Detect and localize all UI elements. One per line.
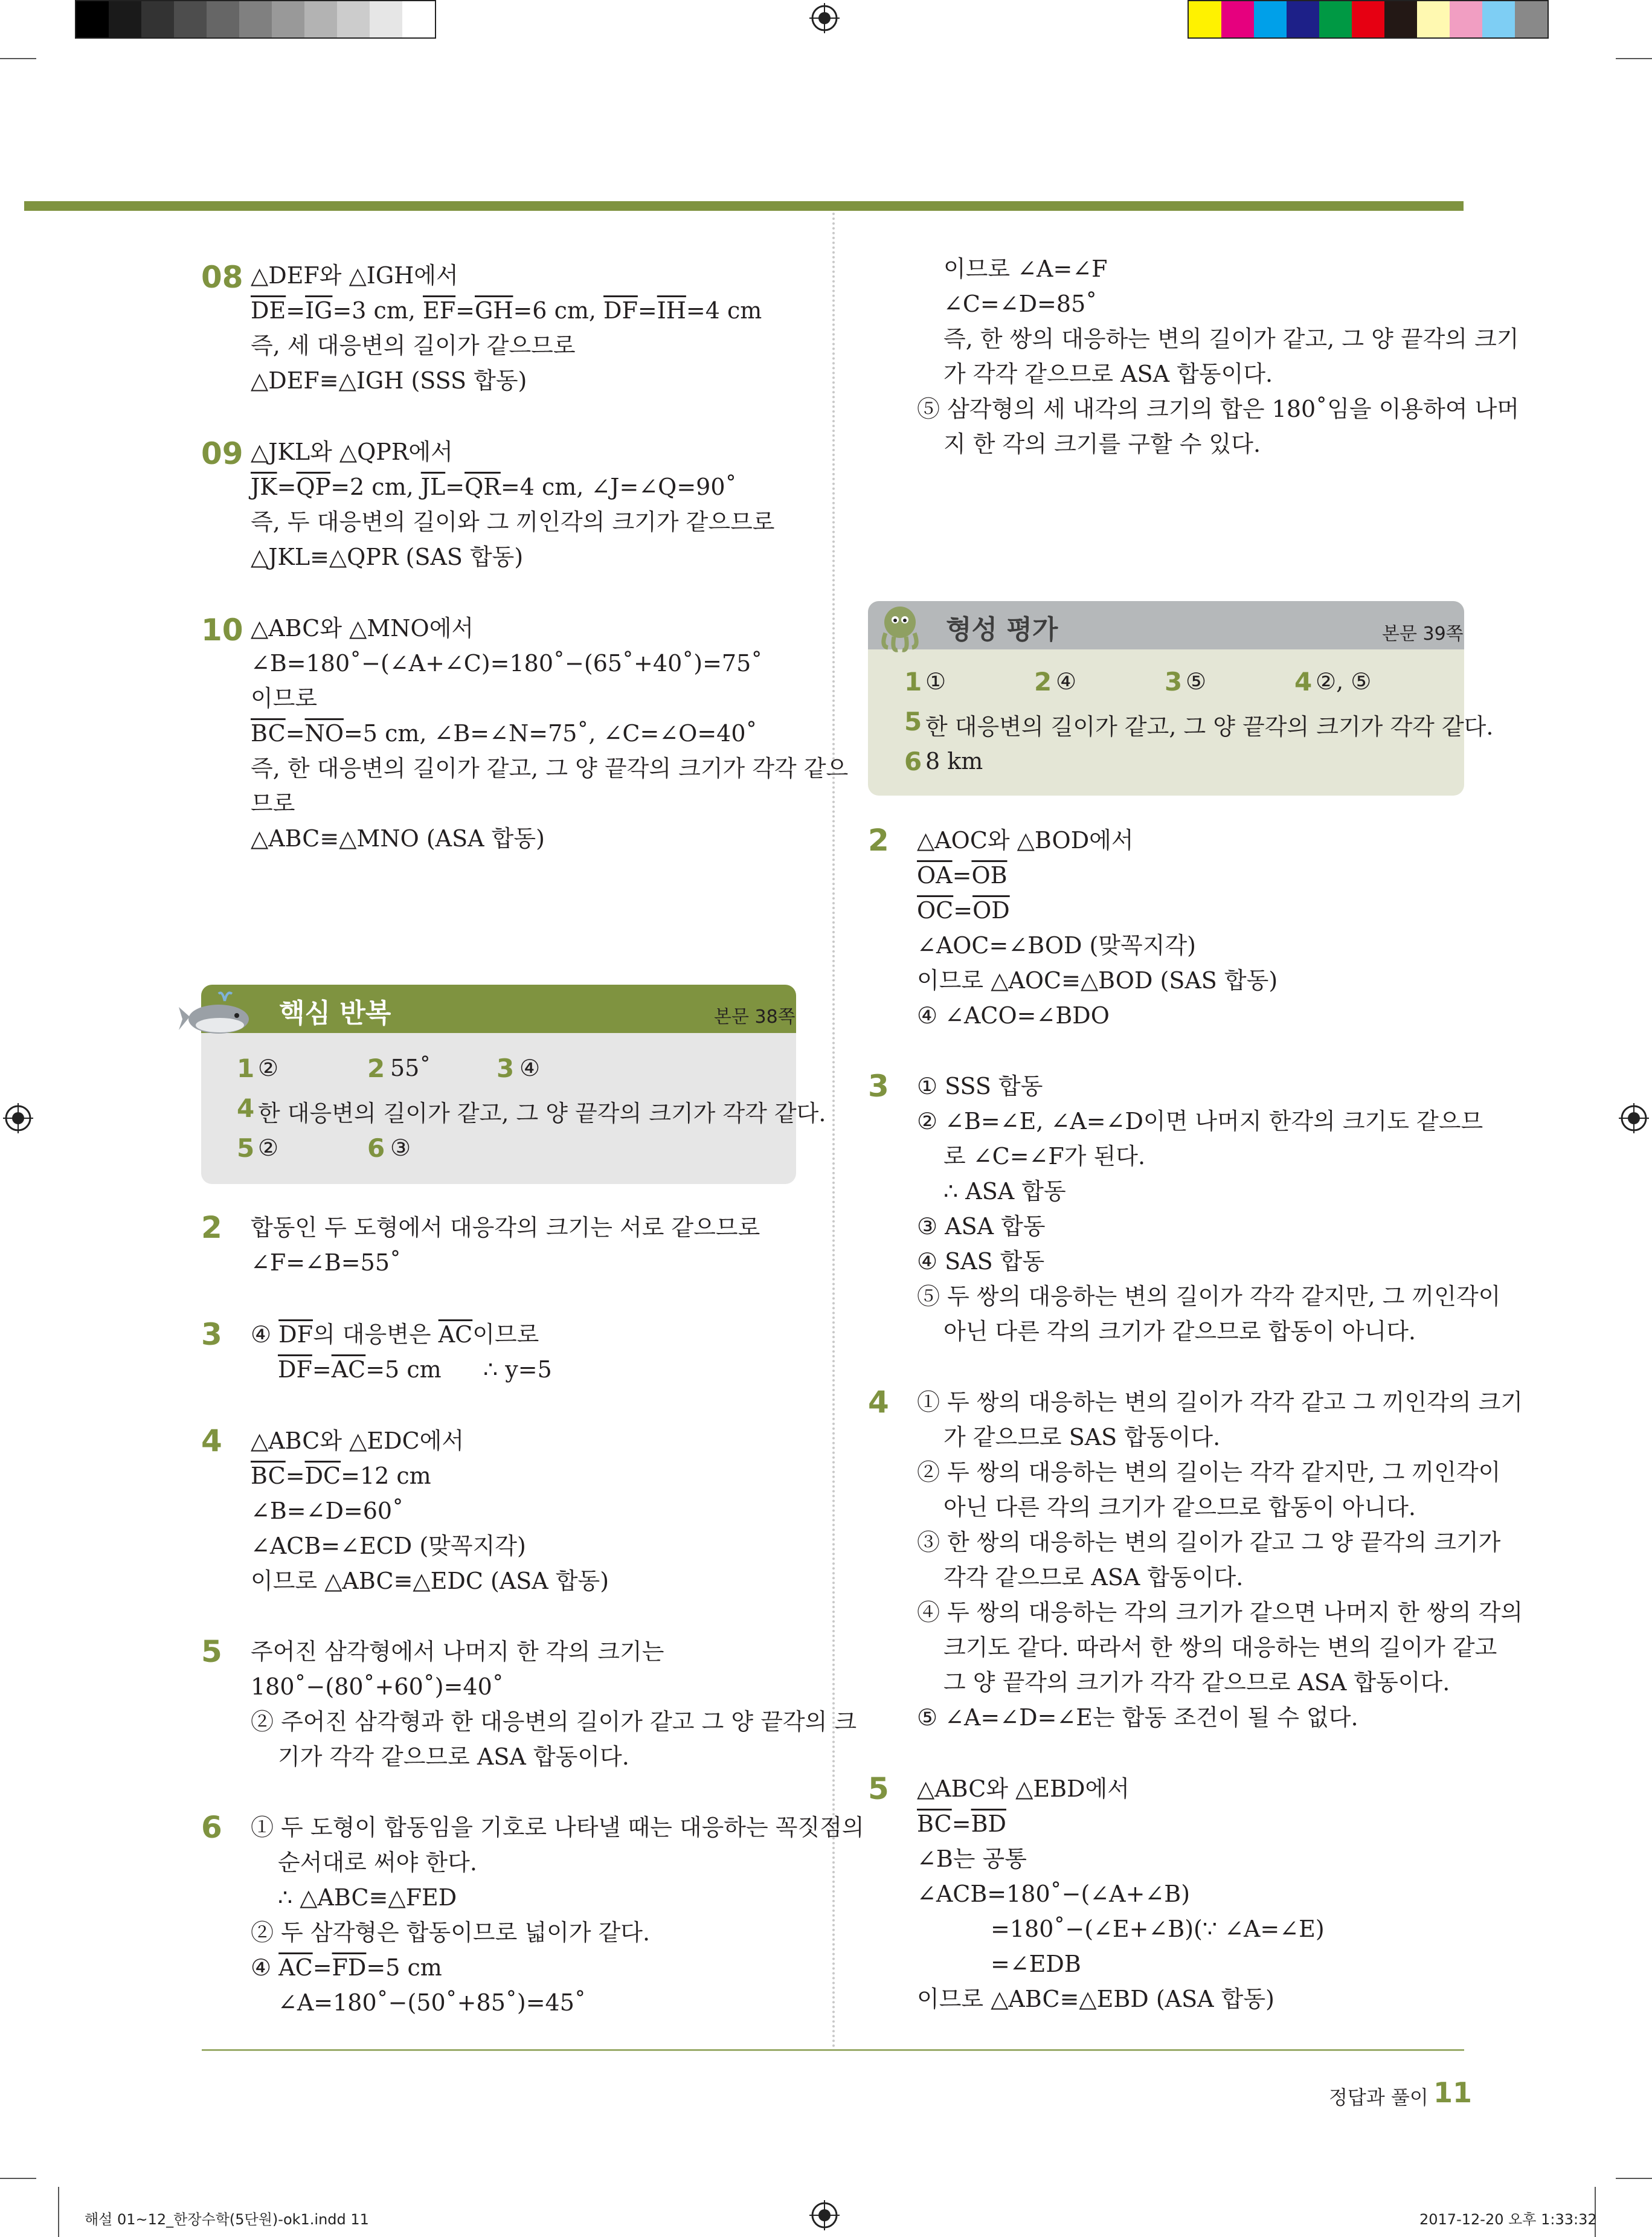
answer-value: ②, ⑤ (1316, 668, 1372, 695)
answer-value: ① (925, 668, 947, 695)
text-line: 각각 같으므로 ASA 합동이다. (943, 1564, 1244, 1591)
text-line: =180˚−(∠E+∠B)(∵ ∠A=∠E) (991, 1916, 1325, 1942)
answer-number: 6 (367, 1133, 385, 1163)
text-line: 이므로 △ABC≡△EBD (ASA 합동) (917, 1986, 1274, 2012)
crop-mark (1616, 2178, 1652, 2179)
text-line: =∠EDB (991, 1951, 1081, 1977)
header-rule (24, 201, 1464, 211)
answer-value: 55˚ (390, 1055, 431, 1081)
text-line: 합동인 두 도형에서 대응각의 크기는 서로 같으므로 (251, 1214, 760, 1241)
text-line: 그 양 끝각의 크기가 각각 같으므로 ASA 합동이다. (943, 1669, 1450, 1696)
answer-value: ③ (390, 1135, 411, 1161)
text-line: $\overline{DF}=\overline{AC}=5$ cm (278, 1356, 442, 1383)
octopus-icon (870, 598, 930, 655)
slug-date: 2017-12-20 오후 1:33:32 (1419, 2211, 1597, 2228)
color-calibration-bar (1188, 0, 1549, 39)
problem-number: 6 (201, 1810, 222, 1845)
text-line: △JKL와 △QPR에서 (251, 439, 453, 465)
text-line: 가 각각 같으므로 ASA 합동이다. (943, 361, 1273, 387)
text-line: 크기도 같다. 따라서 한 쌍의 대응하는 변의 길이가 같고 (943, 1634, 1497, 1661)
text-line: 순서대로 써야 한다. (278, 1849, 477, 1876)
text-line: ① 두 도형이 합동임을 기호로 나타낼 때는 대응하는 꼭짓점의 (251, 1814, 864, 1841)
text-line: $\overline{BC}=\overline{DC}=12$ cm (251, 1463, 431, 1489)
footer-label: 정답과 풀이 (1329, 2086, 1429, 2109)
text-line: 로 ∠C=∠F가 된다. (943, 1143, 1146, 1170)
text-line: ① SSS 합동 (917, 1073, 1043, 1099)
page-reference: 본문 38쪽 (714, 1006, 795, 1028)
text-line: ④ ∠ACO=∠BDO (917, 1002, 1110, 1029)
text-line: △DEF≡△IGH (SSS 합동) (251, 367, 527, 394)
page-reference: 본문 39쪽 (1382, 623, 1464, 645)
answer-number: 1 (904, 667, 922, 697)
text-line: △DEF와 △IGH에서 (251, 262, 458, 289)
text-line: 주어진 삼각형에서 나머지 한 각의 크기는 (251, 1638, 664, 1665)
text-line: ⑤ 삼각형의 세 내각의 크기의 합은 180˚임을 이용하여 나머 (917, 396, 1520, 422)
text-line: ② 두 쌍의 대응하는 변의 길이는 각각 같지만, 그 끼인각이 (917, 1459, 1501, 1485)
whale-icon (176, 982, 255, 1042)
answer-value: ② (258, 1055, 279, 1081)
text-line: $\overline{OC}=\overline{OD}$ (917, 897, 1010, 924)
text-line: 이므로 ∠A=∠F (943, 256, 1108, 282)
text-line: 이므로 △AOC≡△BOD (SAS 합동) (917, 967, 1278, 994)
registration-mark-right-icon (1619, 1103, 1649, 1133)
registration-mark-bottom-icon (809, 2200, 840, 2230)
text-line: $\overline{BC}=\overline{NO}=5$ cm, ∠B=∠N=75˚, ∠C=∠O=40˚ (251, 720, 757, 747)
text-line: ∠ACB=∠ECD (맞꼭지각) (251, 1533, 526, 1559)
problem-number: 4 (201, 1423, 222, 1458)
answer-value: 한 대응변의 길이가 같고, 그 양 끝각의 크기가 각각 같다. (925, 713, 1494, 740)
problem-number: 2 (201, 1210, 222, 1245)
core-review-title: 핵심 반복 (279, 998, 391, 1029)
registration-mark-left-icon (3, 1103, 33, 1133)
text-line: ① 두 쌍의 대응하는 변의 길이가 각각 같고 그 끼인각의 크기 (917, 1389, 1523, 1415)
text-line: ⑤ 두 쌍의 대응하는 변의 길이가 각각 같지만, 그 끼인각이 (917, 1283, 1501, 1310)
text-line: 이므로 (251, 685, 318, 712)
answer-number: 6 (904, 747, 922, 776)
problem-number: 08 (201, 260, 243, 295)
text-line: ∴ △ABC≡△FED (278, 1884, 457, 1911)
text-line: ∠C=∠D=85˚ (943, 291, 1098, 317)
text-line: 지 한 각의 크기를 구할 수 있다. (943, 431, 1261, 457)
footer-rule (202, 2049, 1464, 2051)
crop-mark (1616, 58, 1652, 59)
text-line: ∴ y=5 (483, 1356, 552, 1383)
problem-number: 3 (201, 1317, 222, 1352)
problem-number: 5 (201, 1634, 222, 1669)
text-line: 즉, 두 대응변의 길이와 그 끼인각의 크기가 같으므로 (251, 509, 775, 535)
answer-number: 5 (237, 1133, 255, 1163)
text-line: ∠F=∠B=55˚ (251, 1249, 402, 1276)
text-line: △AOC와 △BOD에서 (917, 827, 1134, 854)
text-line: ③ 한 쌍의 대응하는 변의 길이가 같고 그 양 끝각의 크기가 (917, 1529, 1501, 1556)
answer-number: 4 (1294, 667, 1313, 697)
problem-number: 4 (868, 1385, 889, 1420)
problem-number: 10 (201, 613, 243, 648)
registration-mark-top-icon (809, 3, 840, 33)
text-line: ② ∠B=∠E, ∠A=∠D이면 나머지 한각의 크기도 같으므 (917, 1108, 1483, 1135)
answer-number: 2 (1034, 667, 1052, 697)
column-separator (832, 213, 835, 2049)
slug-filename: 해설 01~12_한장수학(5단원)-ok1.indd 11 (85, 2211, 369, 2228)
text-line: ∴ ASA 합동 (943, 1178, 1066, 1205)
text-line: 즉, 한 대응변의 길이가 같고, 그 양 끝각의 크기가 각각 같으 (251, 755, 849, 782)
text-line: $\overline{BC}=\overline{BD}$ (917, 1811, 1006, 1837)
answer-number: 1 (237, 1054, 255, 1083)
text-line: $\overline{OA}=\overline{OB}$ (917, 862, 1008, 889)
problem-number: 5 (868, 1771, 889, 1806)
answer-number: 3 (1165, 667, 1183, 697)
text-line: 기가 각각 같으므로 ASA 합동이다. (278, 1743, 629, 1770)
text-line: ∠B=∠D=60˚ (251, 1498, 404, 1524)
text-line: ③ ASA 합동 (917, 1213, 1046, 1240)
answer-value: ④ (519, 1055, 541, 1081)
text-line: 므로 (251, 790, 295, 817)
text-line: 180˚−(80˚+60˚)=40˚ (251, 1673, 504, 1700)
page-number: 11 (1433, 2076, 1473, 2109)
text-line: ④ 두 쌍의 대응하는 각의 크기가 같으면 나머지 한 쌍의 각의 (917, 1599, 1523, 1626)
answer-value: 8 km (925, 748, 983, 774)
text-line: 아닌 다른 각의 크기가 같으므로 합동이 아니다. (943, 1318, 1416, 1345)
text-line: 아닌 다른 각의 크기가 같으므로 합동이 아니다. (943, 1494, 1416, 1521)
answer-value: 한 대응변의 길이가 같고, 그 양 끝각의 크기가 각각 같다. (258, 1100, 826, 1127)
problem-number: 3 (868, 1069, 889, 1104)
grayscale-calibration-bar (75, 0, 436, 39)
text-line: △ABC와 △MNO에서 (251, 615, 474, 642)
text-line: ∠ACB=180˚−(∠A+∠B) (917, 1881, 1191, 1907)
crop-mark (0, 58, 36, 59)
text-line: ④ $\overline{AC}=\overline{FD}=5$ cm (251, 1954, 442, 1981)
text-line: △JKL≡△QPR (SAS 합동) (251, 544, 524, 570)
text-line: △ABC와 △EDC에서 (251, 1427, 464, 1454)
text-line: 즉, 한 쌍의 대응하는 변의 길이가 같고, 그 양 끝각의 크기 (943, 326, 1519, 352)
answer-number: 5 (904, 707, 922, 736)
text-line: ∠B는 공통 (917, 1846, 1027, 1872)
text-line: ② 주어진 삼각형과 한 대응변의 길이가 같고 그 양 끝각의 크 (251, 1708, 857, 1735)
text-line: ④ $\overline{DF}$의 대응변은 $\overline{AC}$이므로 (251, 1321, 539, 1348)
problem-number: 09 (201, 436, 243, 471)
answer-number: 2 (367, 1054, 385, 1083)
formative-assessment-title: 형성 평가 (946, 614, 1058, 645)
crop-mark (0, 2178, 36, 2179)
text-line: $\overline{DE}=\overline{IG}=3$ cm, $\overline{EF}=\overline{GH}=6$ cm, $\overline{DF}=\overline{IH}=4$ cm (251, 297, 762, 324)
text-line: ② 두 삼각형은 합동이므로 넓이가 같다. (251, 1919, 651, 1946)
text-line: △ABC≡△MNO (ASA 합동) (251, 825, 545, 852)
answer-value: ④ (1056, 668, 1077, 695)
problem-number: 2 (868, 823, 889, 858)
answer-number: 4 (237, 1093, 255, 1123)
text-line: 즉, 세 대응변의 길이가 같으므로 (251, 332, 576, 359)
text-line: ∠AOC=∠BOD (맞꼭지각) (917, 932, 1197, 959)
text-line: ④ SAS 합동 (917, 1248, 1045, 1275)
answer-number: 3 (497, 1054, 515, 1083)
text-line: ∠A=180˚−(50˚+85˚)=45˚ (278, 1989, 586, 2016)
answer-value: ⑤ (1186, 668, 1207, 695)
crop-mark (58, 2187, 59, 2237)
answer-value: ② (258, 1135, 279, 1161)
text-line: 이므로 △ABC≡△EDC (ASA 합동) (251, 1568, 609, 1594)
text-line: $\overline{JK}=\overline{QP}=2$ cm, $\overline{JL}=\overline{QR}=4$ cm, ∠J=∠Q=90˚ (251, 474, 737, 500)
text-line: ⑤ ∠A=∠D=∠E는 합동 조건이 될 수 없다. (917, 1704, 1358, 1731)
text-line: ∠B=180˚−(∠A+∠C)=180˚−(65˚+40˚)=75˚ (251, 650, 763, 677)
text-line: △ABC와 △EBD에서 (917, 1775, 1130, 1802)
text-line: 가 같으므로 SAS 합동이다. (943, 1424, 1221, 1450)
